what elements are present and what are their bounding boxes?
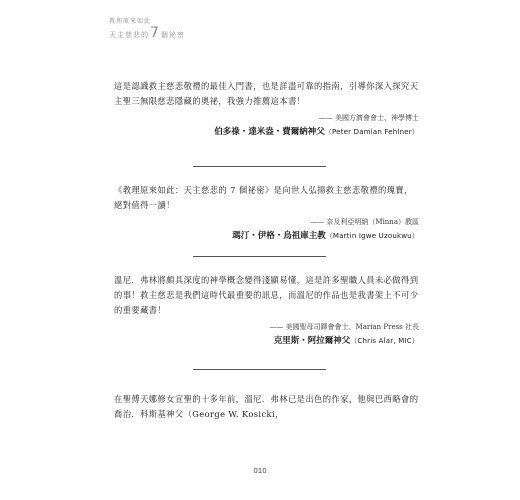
author-latin-name: （Peter Damian Fehlner） [324, 128, 419, 136]
author-name: 瑪汀・伊格・烏祖庫主教 [232, 231, 326, 241]
endorsement-3 [114, 273, 419, 348]
section-divider [193, 369, 326, 370]
author-latin-name: （Chris Alar, MIC） [350, 337, 419, 345]
header-title-number: 7 [150, 25, 160, 41]
endorsement-author [114, 230, 419, 243]
page-number: 010 [253, 467, 267, 475]
running-header [109, 18, 185, 40]
endorsement-affiliation: —— 美國方濟會會士、神學博士 [318, 114, 419, 122]
endorsement-1 [114, 79, 419, 139]
header-series-title: 教理原來如此 [109, 18, 152, 25]
section-divider [193, 166, 326, 167]
header-title-suffix: 個祕密 [160, 31, 185, 39]
endorsement-author [114, 335, 419, 348]
author-latin-name: （Martin Igwe Uzoukwu） [325, 232, 419, 240]
endorsement-affiliation: —— 美國聖母司鐸會會士、Marian Press 社長 [269, 323, 419, 331]
closing-paragraph [114, 392, 419, 422]
endorsement-text: 《教理原來如此：天主慈悲的 7 個祕密》是向世人弘揚救主慈悲敬禮的瑰寶，絕對值得一讀！ [114, 185, 413, 210]
author-name: 伯多祿・達米盎・費爾納神父 [214, 127, 325, 137]
endorsement-affiliation: —— 奈及利亞明納（Minna）教區 [310, 218, 419, 226]
header-book-title [109, 26, 185, 40]
author-name: 克里斯・阿拉爾神父 [273, 336, 351, 346]
header-title-prefix: 天主慈悲的 [109, 31, 149, 39]
endorsement-text: 溫尼．弗林將頗具深度的神學概念變得淺顯易懂，這是許多聖職人員未必做得到的事！救主慈悲是我們這時代最重要的訊息，而溫尼的作品也是我書架上不可少的重要藏書！ [114, 275, 419, 315]
section-divider [193, 256, 326, 257]
endorsement-author [114, 126, 419, 139]
closing-text: 在聖傅天娜修女宣聖的十多年前，溫尼．弗林已是出色的作家，他與巴西略會的喬治．科斯基神父（George W. Kosicki， [114, 394, 419, 419]
endorsement-2 [114, 183, 419, 243]
endorsement-text: 這是認識救主慈悲敬禮的最佳入門書，也是詳盡可靠的指南，引導你深入探究天主聖三無限慈悲隱藏的奧祕，我強力推薦這本書！ [114, 81, 419, 106]
